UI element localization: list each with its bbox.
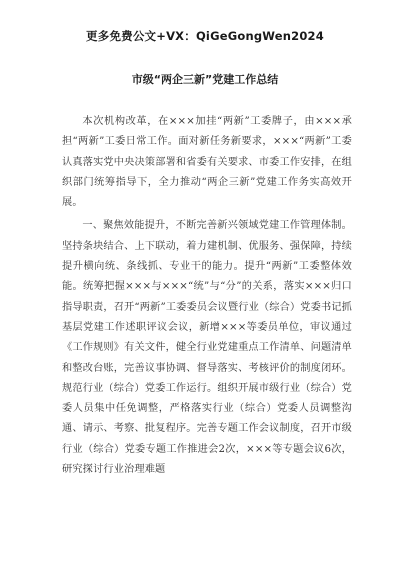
- intro-paragraph: 本次机构改革，在×××加挂“两新”工委牌子，由×××承担“两新”工委日常工作。面对新任务新要求，×××“两新”工委认真落实党中央决策部署和省委有关要求、市委工作安排，在组织部门统筹指导下，全力推动“两企三新”党建工作务实高效开展。: [62, 116, 352, 209]
- document-title: 市级“两企三新”党建工作总结: [131, 73, 279, 86]
- promo-header: 更多免费公文+VX：QiGeGongWen2024: [86, 29, 324, 43]
- document-body: [62, 112, 352, 480]
- section-one-paragraph: 一、聚焦效能提升，不断完善新兴领域党建工作管理体制。坚持条块结合、上下联动，着力建机制、优服务、强保障，持续提升横向统、条线抓、专业干的能力。提升“两新”工委整体效能。统筹把握×××与×××“统”与“分”的关系，落实×××归口指导职责，召开“两新”工委委员会议暨行业（综合）党委书记抓基层党建工作述职评议会议，新增×××等委员单位，审议通过《工作规则》有关文件，健全行业党建重点工作清单、问题清单和整改台账，完善议事协调、督导落实、考核评价的制度闭环。规范行业（综合）党委工作运行。组织开展市级行业（综合）党委人员集中任免调整，严格落实行业（综合）党委人员调整沟通、请示、考察、批复程序。完善专题工作会议制度，召开市级行业（综合）党委专题工作推进会2次，×××等专题会议6次，研究探讨行业治理难题: [62, 220, 352, 476]
